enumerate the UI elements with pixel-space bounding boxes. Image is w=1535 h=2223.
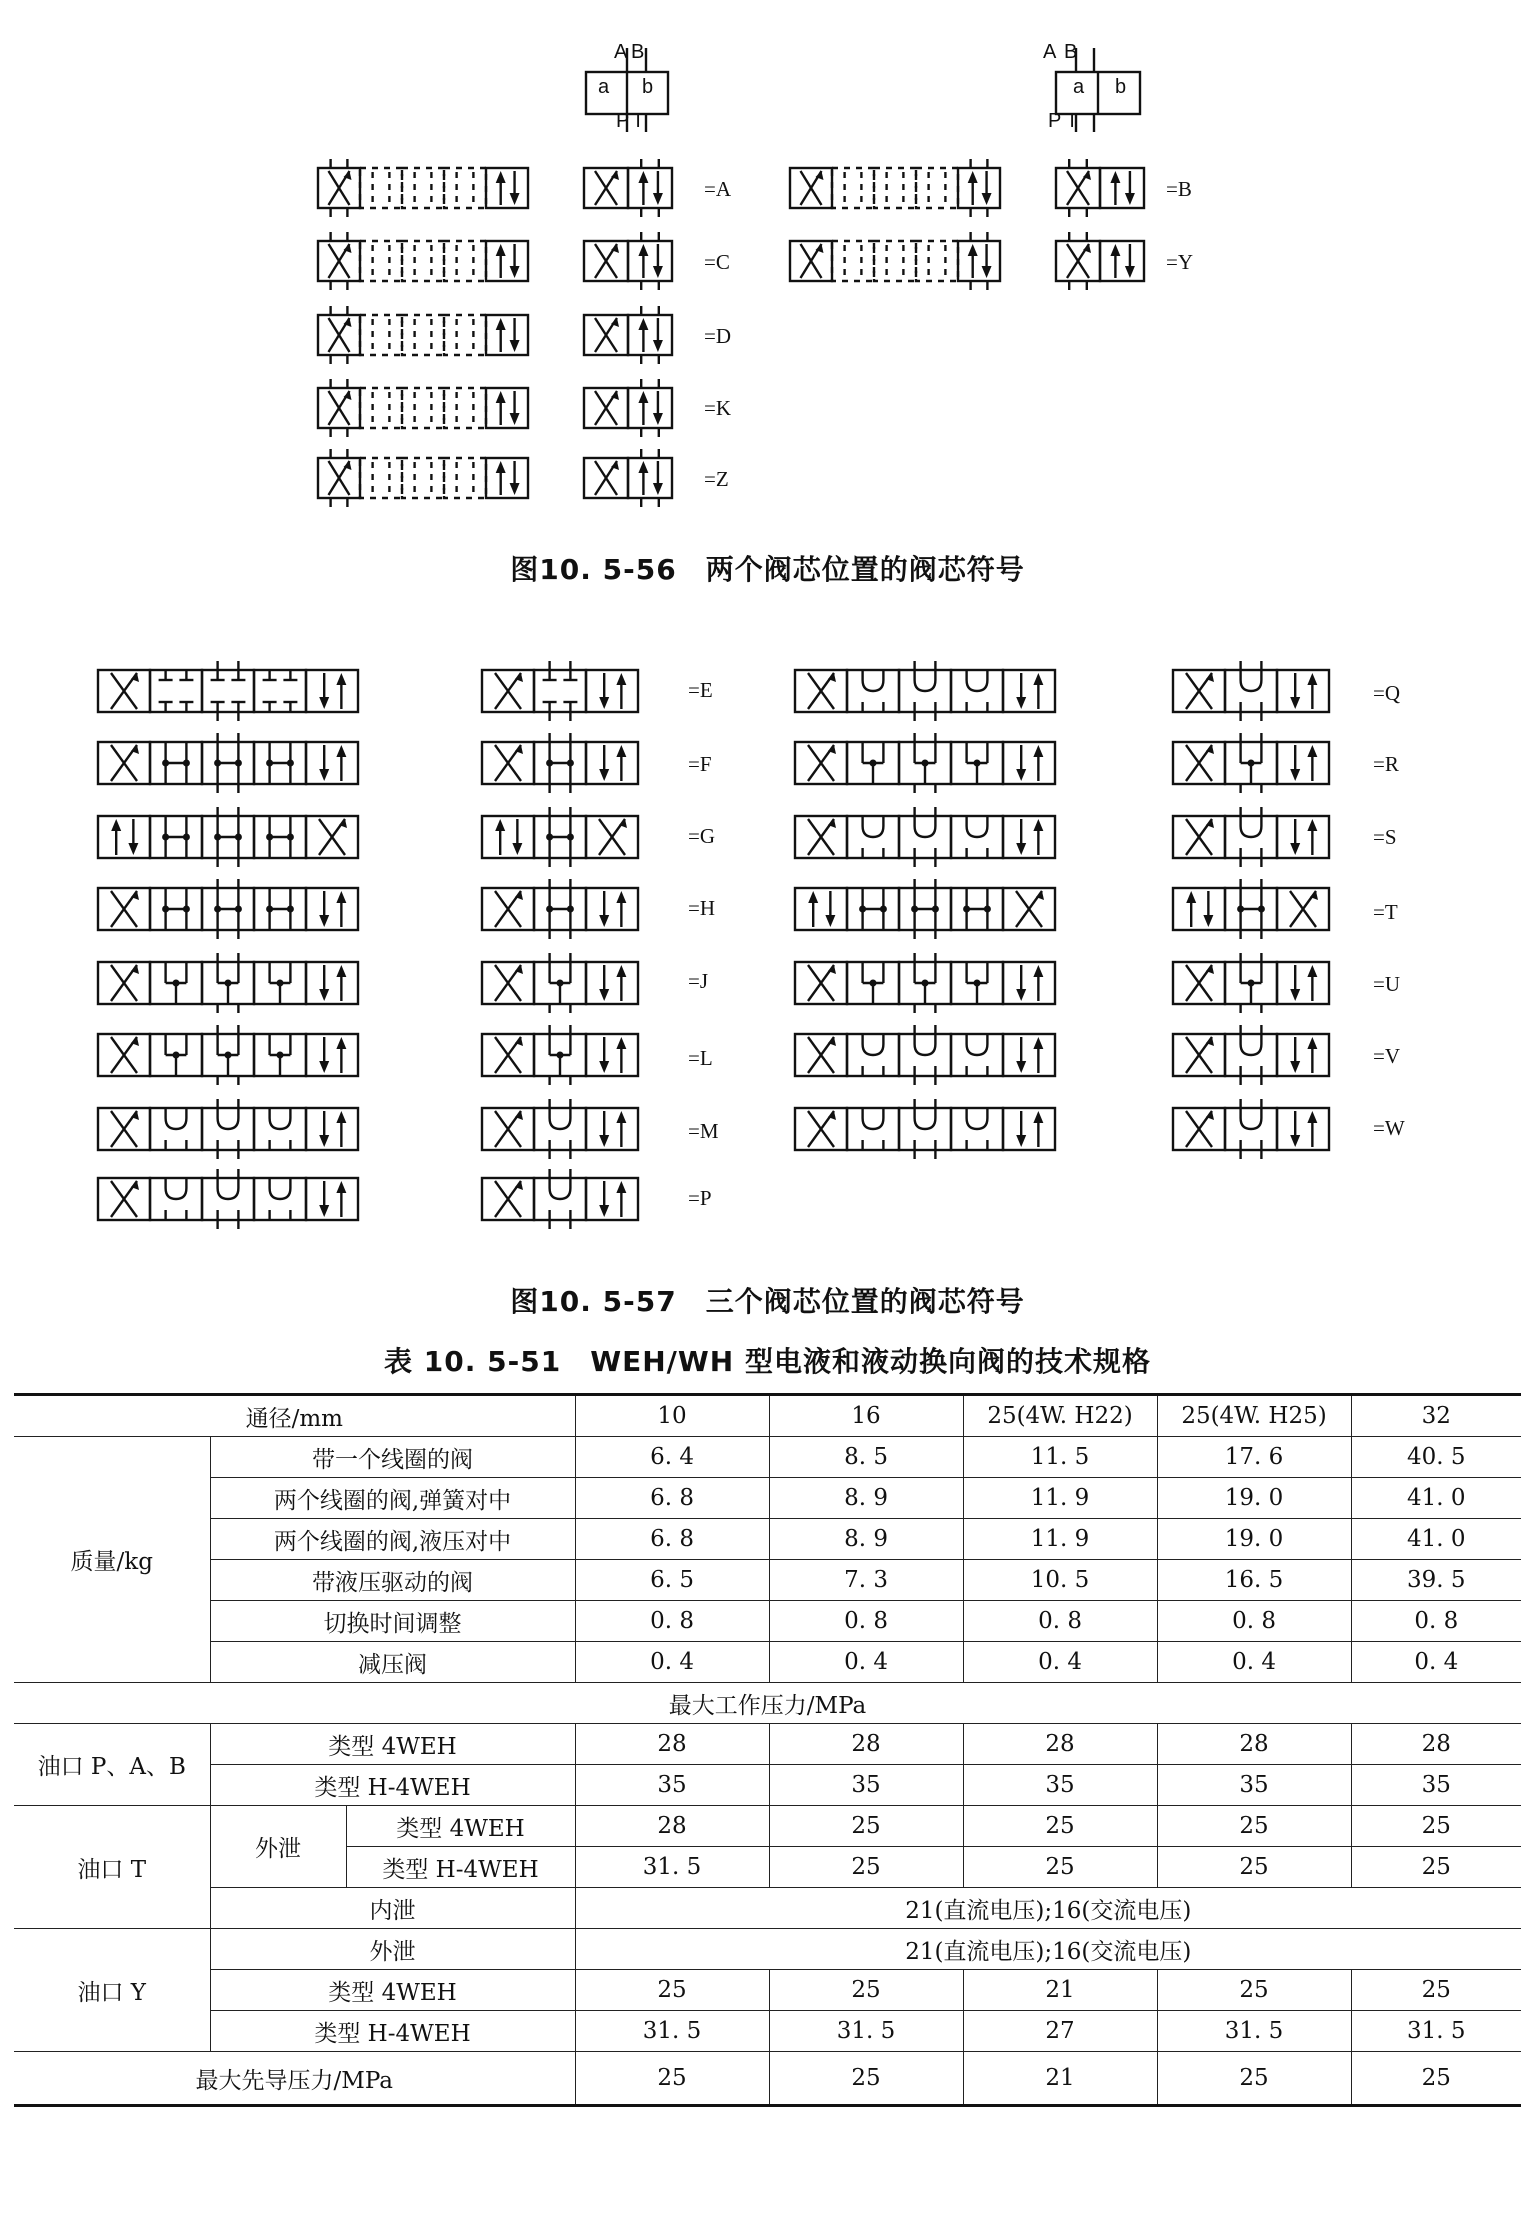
fig57-code-R: =R [1373,752,1399,776]
merged-cell: 21(直流电压);16(交流电压) [575,1888,1521,1929]
cell: 28 [1157,1724,1351,1765]
cell: 25 [1351,1970,1521,2011]
table-section-row [14,1683,1521,1724]
mass-group: 质量/kg [14,1437,210,1683]
fig57-code-M: =M [688,1119,719,1143]
fig56-r-label-a: a [1073,76,1085,98]
table-row [14,1642,1521,1683]
cell: 0. 4 [1157,1642,1351,1683]
header-col-5: 32 [1351,1395,1521,1437]
fig56-r-label-b: b [1115,76,1127,98]
cell: 0. 8 [769,1601,963,1642]
cell: 7. 3 [769,1560,963,1601]
cell: 35 [575,1765,769,1806]
row-label: 类型 4WEH [210,1970,575,2011]
cell: 25 [1157,1970,1351,2011]
cell: 21 [963,1970,1157,2011]
fig56-code-C: =C [704,250,730,274]
row-label: 最大先导压力/MPa [14,2052,575,2106]
fig57-code-T: =T [1373,900,1398,924]
fig56-header-right [1046,40,1156,135]
cell: 11. 9 [963,1478,1157,1519]
row-label: 外泄 [210,1929,575,1970]
fig57-code-W: =W [1373,1116,1405,1140]
cell: 35 [769,1765,963,1806]
fig57-code-Q: =Q [1373,681,1401,705]
cell: 25 [963,1806,1157,1847]
cell: 25 [1351,1806,1521,1847]
fig57-code-E: =E [688,678,713,702]
row-label: 类型 4WEH [210,1724,575,1765]
header-col-4: 25(4W. H25) [1157,1395,1351,1437]
pressure-section: 最大工作压力/MPa [14,1683,1521,1724]
row-label: 切换时间调整 [210,1601,575,1642]
table-row [14,1560,1521,1601]
fig56-code-D: =D [704,324,732,348]
cell: 25 [769,1806,963,1847]
fig56-code-B: =B [1166,177,1192,201]
cell: 41. 0 [1351,1519,1521,1560]
cell: 28 [963,1724,1157,1765]
table-row [14,1601,1521,1642]
row-label: 带液压驱动的阀 [210,1560,575,1601]
cell: 31. 5 [1351,2011,1521,2052]
table-row [14,2011,1521,2052]
cell: 0. 8 [575,1601,769,1642]
fig56-caption: 图10. 5-56 两个阀芯位置的阀芯符号 [510,553,1025,586]
cell: 40. 5 [1351,1437,1521,1478]
cell: 0. 4 [769,1642,963,1683]
cell: 28 [575,1724,769,1765]
cell: 31. 5 [575,1847,769,1888]
cell: 8. 9 [769,1519,963,1560]
cell: 25 [769,1847,963,1888]
cell: 19. 0 [1157,1519,1351,1560]
header-col-2: 16 [769,1395,963,1437]
cell: 25 [575,1970,769,2011]
cell: 25 [1157,2052,1351,2106]
row-label: 类型 H-4WEH [346,1847,575,1888]
cell: 31. 5 [575,2011,769,2052]
cell: 16. 5 [1157,1560,1351,1601]
cell: 17. 6 [1157,1437,1351,1478]
table-row [14,1519,1521,1560]
table-row [14,1970,1521,2011]
fig56-label-T: T [632,110,645,132]
fig56-label-a: a [598,76,610,98]
row-label: 类型 4WEH [346,1806,575,1847]
fig56-r-label-B: B [1064,41,1078,63]
fig56-label-A: A [614,41,628,63]
row-label: 减压阀 [210,1642,575,1683]
table-row [14,1888,1521,1929]
row-label: 内泄 [210,1888,575,1929]
cell: 0. 4 [1351,1642,1521,1683]
fig57-code-G: =G [688,824,716,848]
cell: 35 [1351,1765,1521,1806]
fig56-label-P: P [616,110,630,132]
fig56-code-Y: =Y [1166,250,1194,274]
table-row [14,1765,1521,1806]
fig56-r-label-P: P [1048,110,1062,132]
cell: 25 [1157,1806,1351,1847]
cell: 27 [963,2011,1157,2052]
fig56-label-b: b [642,76,654,98]
row-label: 带一个线圈的阀 [210,1437,575,1478]
cell: 39. 5 [1351,1560,1521,1601]
table-row [14,1437,1521,1478]
cell: 6. 8 [575,1519,769,1560]
table-title: 表 10. 5-51 WEH/WH 型电液和液动换向阀的技术规格 [384,1345,1151,1378]
fig56-r-label-A: A [1043,41,1057,63]
cell: 19. 0 [1157,1478,1351,1519]
fig57-code-U: =U [1373,972,1401,996]
cell: 6. 5 [575,1560,769,1601]
port-pab-group: 油口 P、A、B [14,1724,210,1806]
cell: 35 [963,1765,1157,1806]
fig57-code-J: =J [688,969,709,993]
row-label: 类型 H-4WEH [210,1765,575,1806]
fig57-code-V: =V [1373,1044,1401,1068]
cell: 25 [963,1847,1157,1888]
cell: 35 [1157,1765,1351,1806]
cell: 6. 8 [575,1478,769,1519]
table-row [14,1478,1521,1519]
cell: 28 [575,1806,769,1847]
cell: 0. 8 [963,1601,1157,1642]
fig57-code-S: =S [1373,825,1397,849]
cell: 25 [1351,1847,1521,1888]
cell: 25 [1157,1847,1351,1888]
header-label: 通径/mm [14,1395,575,1437]
cell: 25 [575,2052,769,2106]
table-row [14,1806,1521,1847]
table-row [14,1724,1521,1765]
cell: 6. 4 [575,1437,769,1478]
port-t-external: 外泄 [210,1806,346,1888]
row-label: 两个线圈的阀,液压对中 [210,1519,575,1560]
cell: 21 [963,2052,1157,2106]
table-header-row [14,1395,1521,1437]
merged-cell: 21(直流电压);16(交流电压) [575,1929,1521,1970]
fig56-code-A: =A [704,177,732,201]
fig56-code-K: =K [704,396,732,420]
cell: 0. 4 [963,1642,1157,1683]
fig57-code-P: =P [688,1186,712,1210]
fig56-symbols [0,150,1535,510]
spec-table [14,1393,1521,2107]
port-t-group: 油口 T [14,1806,210,1929]
cell: 8. 9 [769,1478,963,1519]
cell: 28 [769,1724,963,1765]
cell: 31. 5 [1157,2011,1351,2052]
cell: 31. 5 [769,2011,963,2052]
cell: 0. 4 [575,1642,769,1683]
fig56-r-label-T: T [1066,110,1079,132]
cell: 25 [769,1970,963,2011]
cell: 0. 8 [1351,1601,1521,1642]
fig57-code-F: =F [688,752,712,776]
fig56-code-Z: =Z [704,467,729,491]
fig56-label-B: B [631,41,645,63]
header-col-1: 10 [575,1395,769,1437]
fig57-caption: 图10. 5-57 三个阀芯位置的阀芯符号 [510,1285,1025,1318]
cell: 10. 5 [963,1560,1157,1601]
row-label: 两个线圈的阀,弹簧对中 [210,1478,575,1519]
table-row [14,2052,1521,2106]
fig57-code-L: =L [688,1046,713,1070]
cell: 25 [1351,2052,1521,2106]
port-y-group: 油口 Y [14,1929,210,2052]
cell: 11. 5 [963,1437,1157,1478]
row-label: 类型 H-4WEH [210,2011,575,2052]
fig57-symbols [0,650,1535,1240]
cell: 28 [1351,1724,1521,1765]
cell: 11. 9 [963,1519,1157,1560]
cell: 41. 0 [1351,1478,1521,1519]
cell: 25 [769,2052,963,2106]
fig57-code-H: =H [688,896,716,920]
table-row [14,1929,1521,1970]
header-col-3: 25(4W. H22) [963,1395,1157,1437]
cell: 8. 5 [769,1437,963,1478]
cell: 0. 8 [1157,1601,1351,1642]
